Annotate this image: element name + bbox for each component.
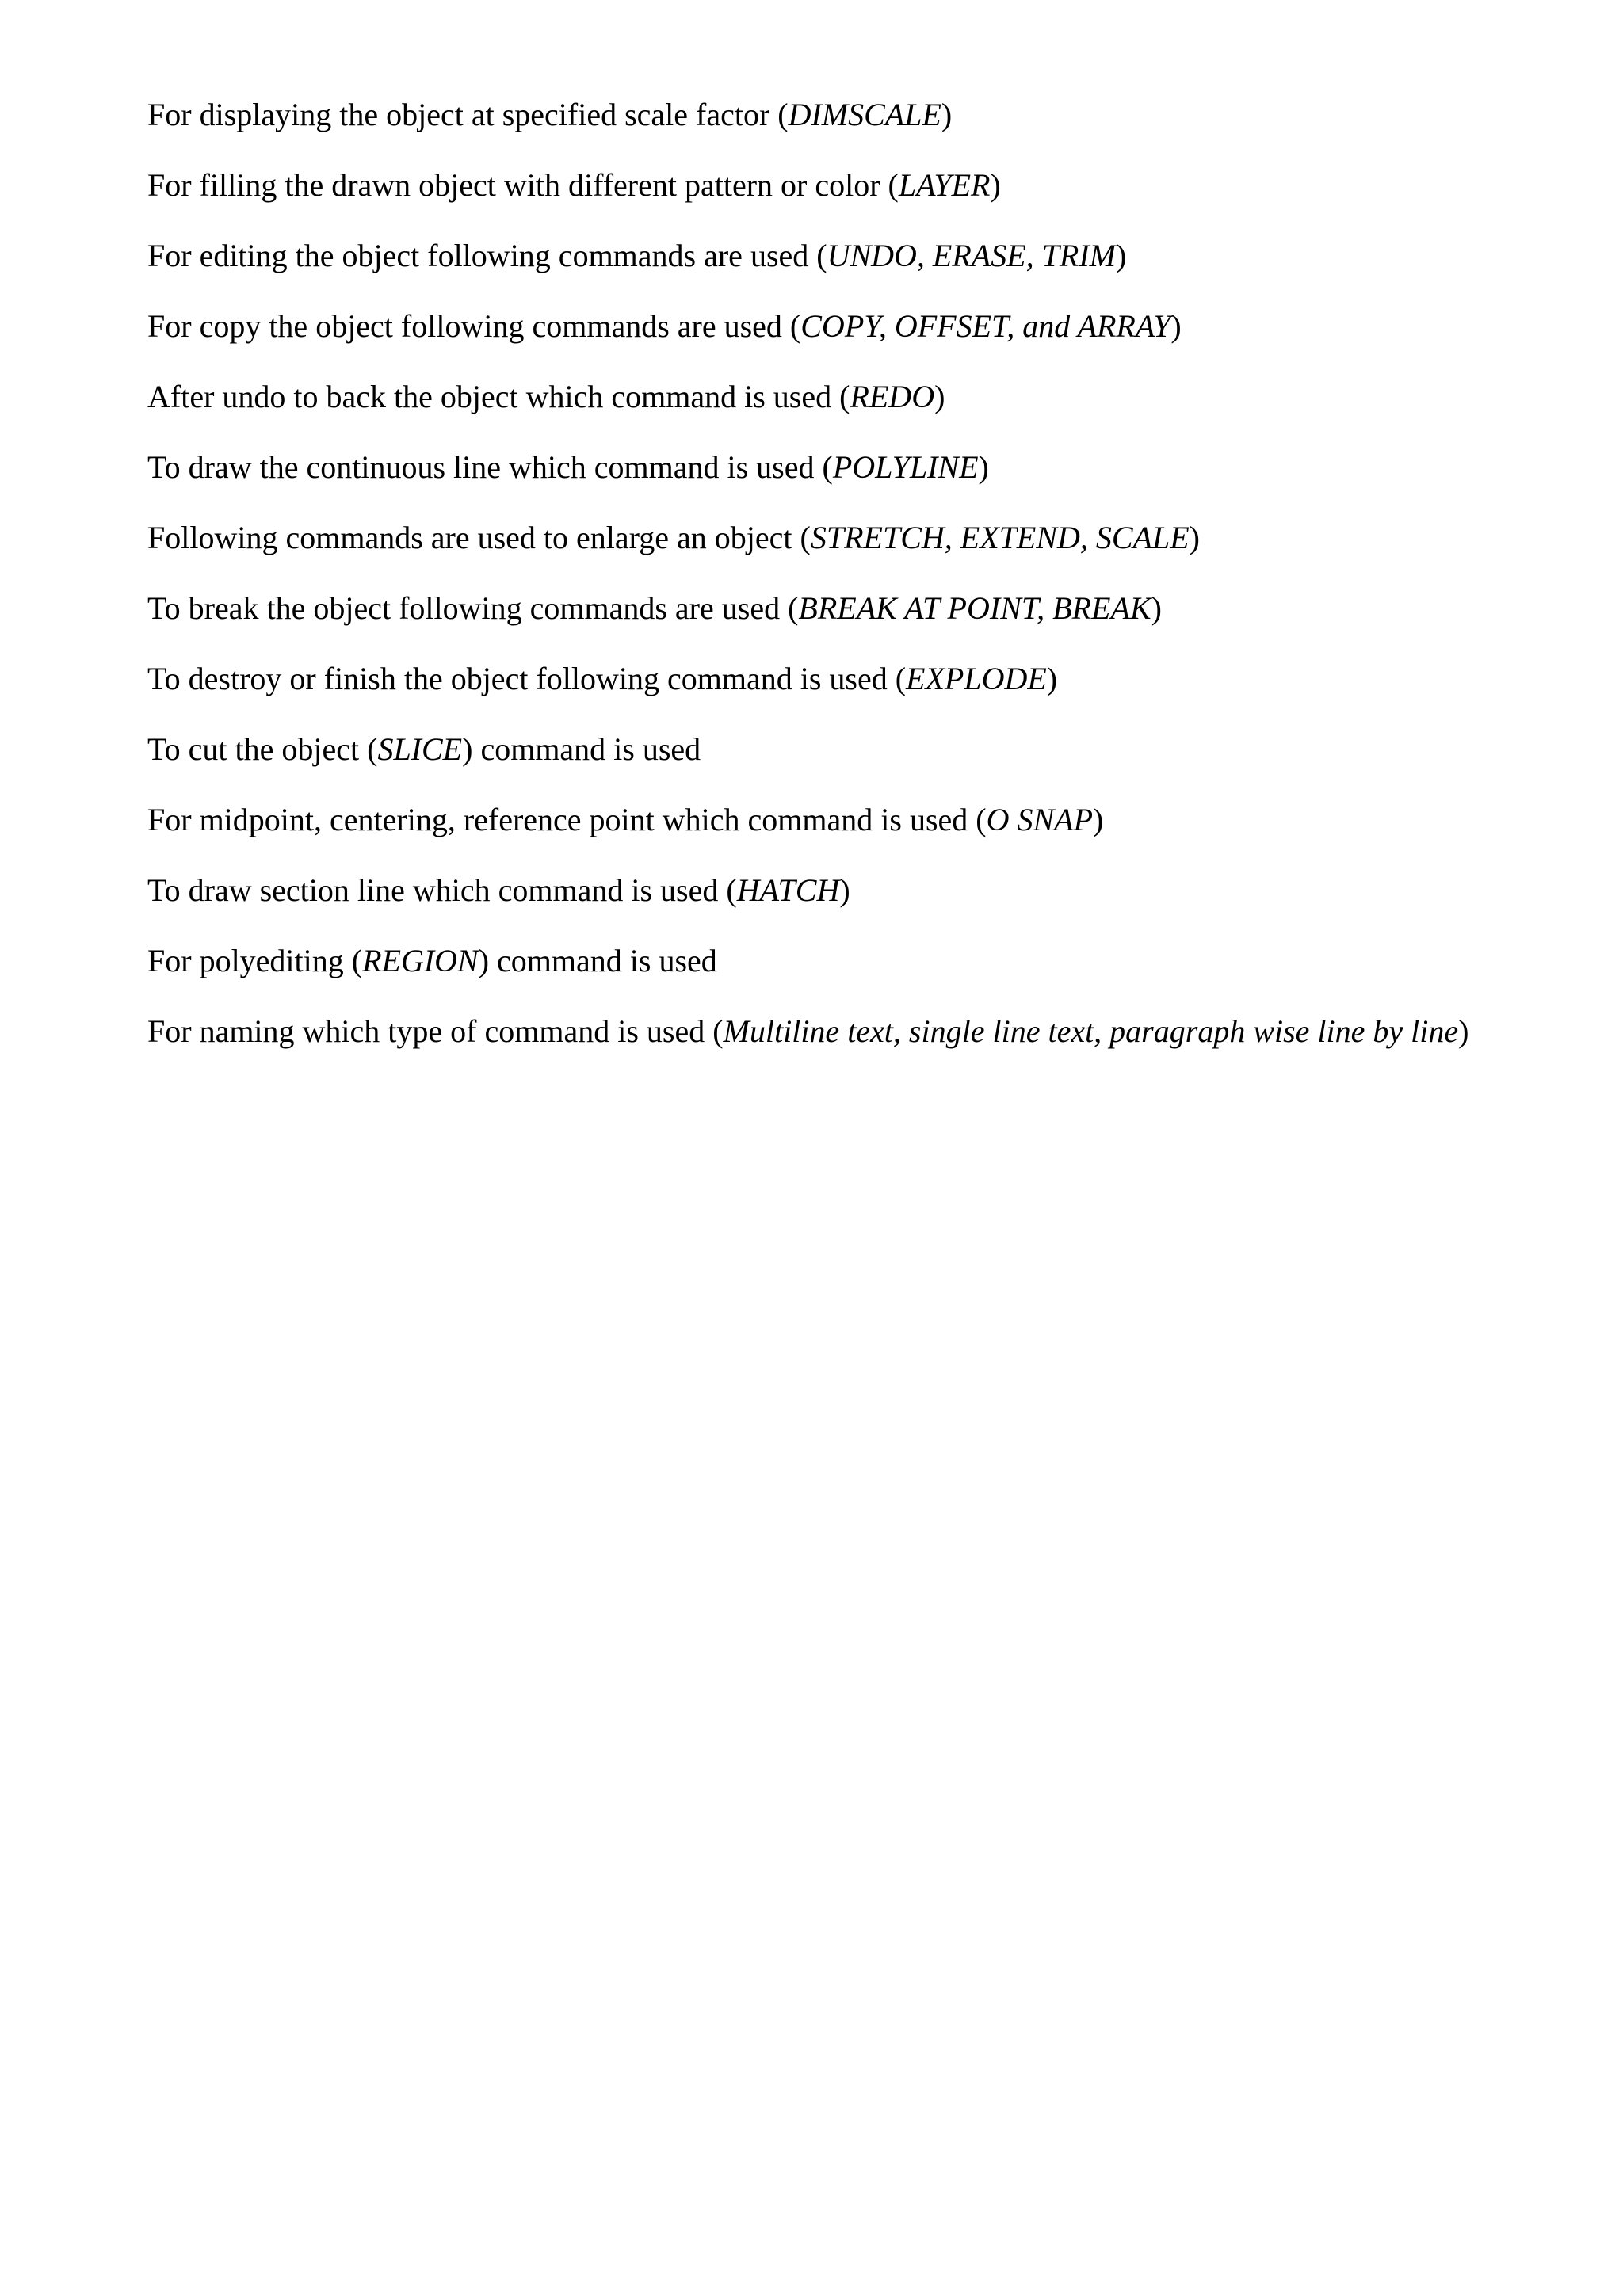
line-region xyxy=(147,941,1606,981)
line-text: For displaying the object at specified scale factor ( xyxy=(147,97,789,132)
line-redo xyxy=(147,377,1606,417)
line-text: ) xyxy=(1046,661,1058,696)
command-list xyxy=(147,95,1606,1082)
line-text: To cut the object ( xyxy=(147,731,378,767)
line-text: ) xyxy=(1458,1013,1469,1049)
line-hatch xyxy=(147,871,1606,910)
line-explode xyxy=(147,659,1606,699)
line-undo-erase-trim xyxy=(147,236,1606,276)
line-text: ) xyxy=(839,872,850,908)
command-name: HATCH xyxy=(736,872,840,908)
line-osnap xyxy=(147,800,1606,840)
line-text: ) xyxy=(934,379,945,414)
line-text: For filling the drawn object with different pattern or color ( xyxy=(147,167,899,203)
line-stretch-extend-scale xyxy=(147,518,1606,558)
line-text: ) xyxy=(1189,520,1200,555)
line-copy-offset-array xyxy=(147,307,1606,346)
line-text: Following commands are used to enlarge an object ( xyxy=(147,520,811,555)
command-name: UNDO, ERASE, TRIM xyxy=(827,238,1116,273)
command-name: SLICE xyxy=(377,731,463,767)
command-name: COPY, OFFSET, and ARRAY xyxy=(800,308,1171,344)
command-name: O SNAP xyxy=(986,802,1094,837)
line-text: ) xyxy=(1093,802,1104,837)
command-name: LAYER xyxy=(898,167,991,203)
line-text: ) xyxy=(978,449,989,485)
line-slice xyxy=(147,730,1606,769)
line-text: ) command is used xyxy=(478,943,717,978)
command-name: REDO xyxy=(850,379,935,414)
line-text: ) xyxy=(1151,590,1162,626)
command-name: STRETCH, EXTEND, SCALE xyxy=(810,520,1190,555)
line-text: For polyediting ( xyxy=(147,943,363,978)
line-text: ) xyxy=(941,97,953,132)
line-text: To draw the continuous line which command is used ( xyxy=(147,449,833,485)
command-name: Multiline text, single line text, paragraph wise line by line xyxy=(723,1013,1459,1049)
command-name: REGION xyxy=(362,943,479,978)
line-text: To break the object following commands are used ( xyxy=(147,590,799,626)
command-name: DIMSCALE xyxy=(788,97,941,132)
line-text: For copy the object following commands are used ( xyxy=(147,308,801,344)
line-text-commands xyxy=(147,1012,1606,1051)
command-name: EXPLODE xyxy=(906,661,1047,696)
line-text: ) xyxy=(1115,238,1127,273)
line-layer xyxy=(147,166,1606,205)
command-name: BREAK AT POINT, BREAK xyxy=(798,590,1151,626)
line-dimscale xyxy=(147,95,1606,135)
line-text: To draw section line which command is used ( xyxy=(147,872,737,908)
line-text: For editing the object following commands are used ( xyxy=(147,238,827,273)
line-text: ) xyxy=(1170,308,1182,344)
line-polyline xyxy=(147,448,1606,487)
line-text: After undo to back the object which command is used ( xyxy=(147,379,850,414)
line-text: To destroy or finish the object following command is used ( xyxy=(147,661,907,696)
line-break xyxy=(147,589,1606,628)
line-text: For midpoint, centering, reference point which command is used ( xyxy=(147,802,987,837)
line-text: ) command is used xyxy=(462,731,701,767)
line-text: ) xyxy=(990,167,1001,203)
line-text: For naming which type of command is used ( xyxy=(147,1013,724,1049)
command-name: POLYLINE xyxy=(832,449,979,485)
